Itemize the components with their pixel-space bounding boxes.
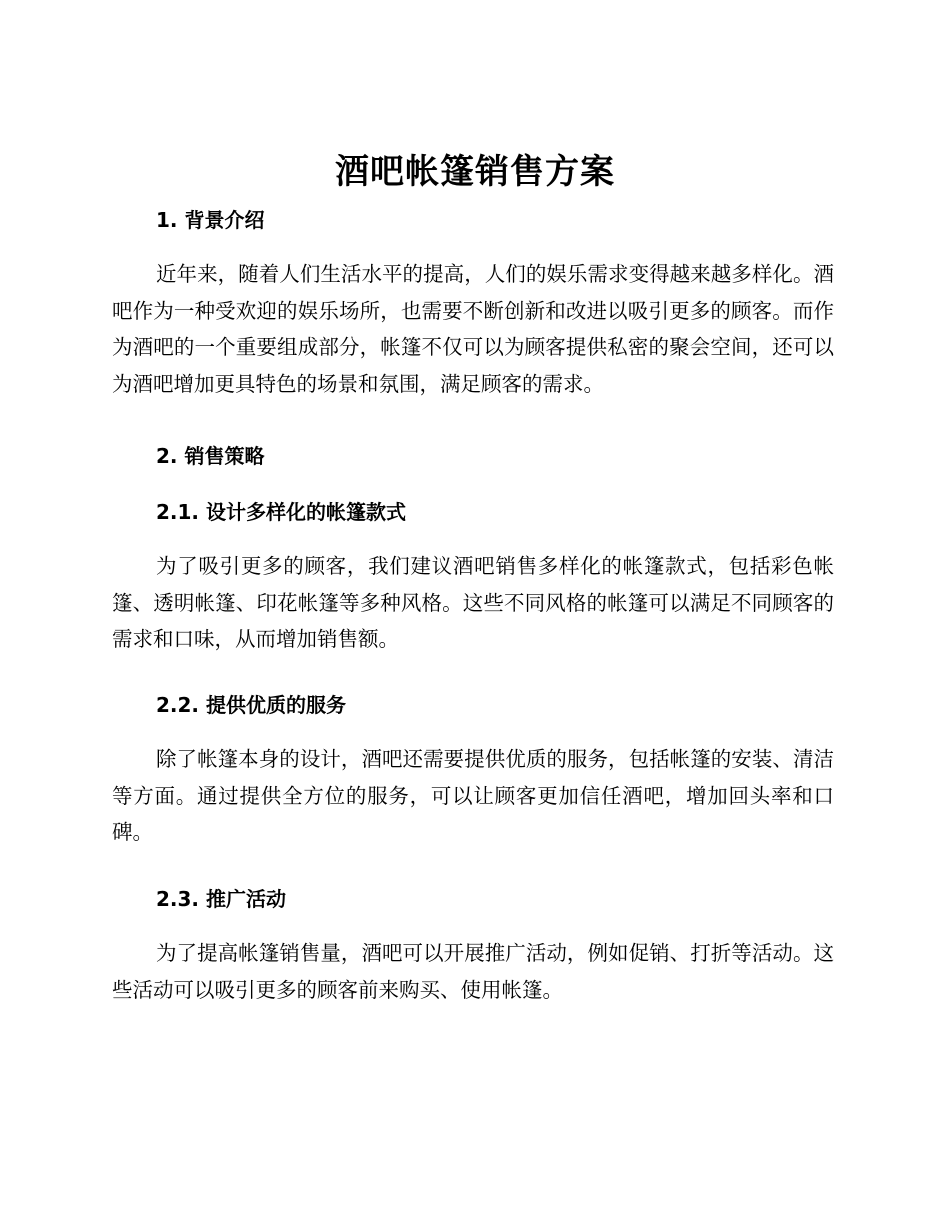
section-heading-quality-service: 2.2. 提供优质的服务 bbox=[156, 693, 346, 717]
section-heading-background: 1. 背景介绍 bbox=[156, 208, 265, 232]
section-heading-sales-strategy: 2. 销售策略 bbox=[156, 444, 265, 468]
section-paragraph-background: 近年来，随着人们生活水平的提高，人们的娱乐需求变得越来越多样化。酒吧作为一种受欢迎的娱乐场所，也需要不断创新和改进以吸引更多的顾客。而作为酒吧的一个重要组成部分，帐篷不仅可以为顾客提供私密的聚会空间，还可以为酒吧增加更具特色的场景和氛围，满足顾客的需求。 bbox=[112, 262, 834, 396]
section-paragraph-promotion: 为了提高帐篷销售量，酒吧可以开展推广活动，例如促销、打折等活动。这些活动可以吸引更多的顾客前来购买、使用帐篷。 bbox=[112, 941, 834, 1002]
section-paragraph-diverse-designs: 为了吸引更多的顾客，我们建议酒吧销售多样化的帐篷款式，包括彩色帐篷、透明帐篷、印花帐篷等多种风格。这些不同风格的帐篷可以满足不同顾客的需求和口味，从而增加销售额。 bbox=[112, 554, 834, 651]
section-heading-diverse-designs: 2.1. 设计多样化的帐篷款式 bbox=[156, 500, 406, 524]
section-paragraph-quality-service: 除了帐篷本身的设计，酒吧还需要提供优质的服务，包括帐篷的安装、清洁等方面。通过提供全方位的服务，可以让顾客更加信任酒吧，增加回头率和口碑。 bbox=[112, 747, 834, 844]
section-heading-promotion: 2.3. 推广活动 bbox=[156, 887, 286, 911]
document-title: 酒吧帐篷销售方案 bbox=[335, 152, 615, 192]
